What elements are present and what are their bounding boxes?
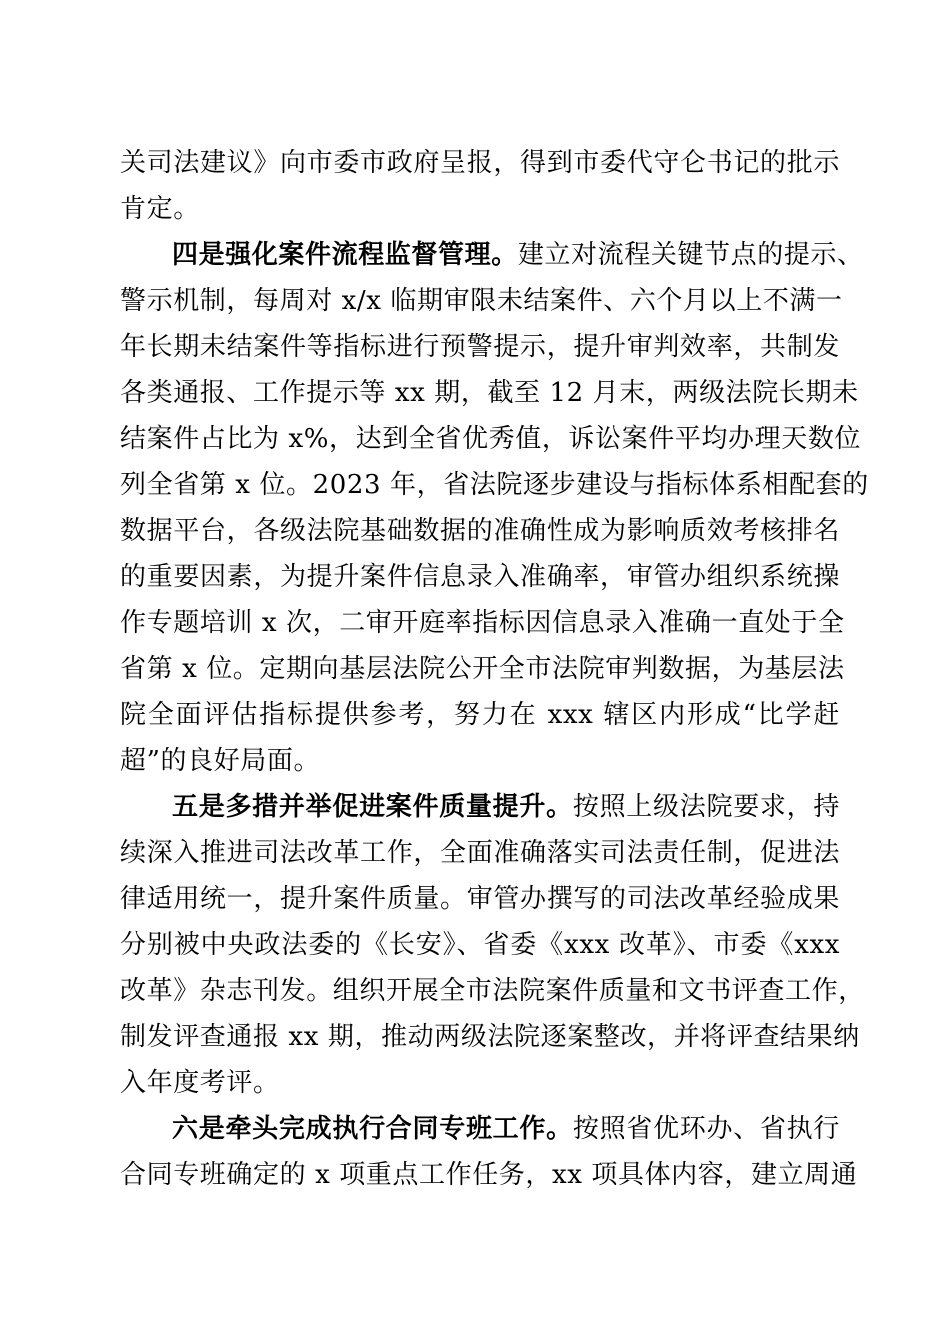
paragraph-2-line-4: 各类通报、工作提示等 xx 期，截至 12 月末，两级法院长期未 bbox=[120, 378, 859, 408]
paragraph-1-line-1: 关司法建议》向市委市政府呈报，得到市委代守仑书记的批示 bbox=[120, 148, 840, 178]
paragraph-3-line-1-text: 按照上级法院要求，持 bbox=[572, 792, 840, 822]
paragraph-2-lead: 四是强化案件流程监督管理。 bbox=[172, 240, 518, 270]
paragraph-2-line-7: 数据平台，各级法院基础数据的准确性成为影响质效考核排名 bbox=[120, 516, 840, 546]
paragraph-3-line-3: 律适用统一，提升案件质量。审管办撰写的司法改革经验成果 bbox=[120, 884, 840, 914]
paragraph-2-line-11: 院全面评估指标提供参考，努力在 xxx 辖区内形成“比学赶 bbox=[120, 700, 840, 730]
paragraph-2-line-6: 列全省第 x 位。2023 年，省法院逐步建设与指标体系相配套的 bbox=[120, 470, 869, 500]
paragraph-4-line-1-text: 按照省优环办、省执行 bbox=[572, 1114, 840, 1144]
paragraph-4-lead: 六是牵头完成执行合同专班工作。 bbox=[172, 1114, 573, 1144]
paragraph-2-line-12: 超”的良好局面。 bbox=[120, 746, 321, 776]
paragraph-4-line-2: 合同专班确定的 x 项重点工作任务，xx 项具体内容，建立周通 bbox=[120, 1160, 858, 1190]
paragraph-2-line-2: 警示机制，每周对 x/x 临期审限未结案件、六个月以上不满一 bbox=[120, 286, 843, 316]
paragraph-2-line-3: 年长期未结案件等指标进行预警提示，提升审判效率，共制发 bbox=[120, 332, 840, 362]
paragraph-3-line-6: 制发评查通报 xx 期，推动两级法院逐案整改，并将评查结果纳 bbox=[120, 1022, 860, 1052]
paragraph-2-line-8: 的重要因素，为提升案件信息录入准确率，审管办组织系统操 bbox=[120, 562, 840, 592]
paragraph-3-lead: 五是多措并举促进案件质量提升。 bbox=[172, 792, 573, 822]
paragraph-2-line-10: 省第 x 位。定期向基层法院公开全市法院审判数据，为基层法 bbox=[120, 654, 845, 684]
paragraph-3-line-5: 改革》杂志刊发。组织开展全市法院案件质量和文书评查工作， bbox=[120, 976, 865, 1006]
paragraph-3-line-4: 分别被中央政法委的《长安》、省委《xxx 改革》、市委《xxx bbox=[120, 930, 840, 960]
paragraph-3-line-1 bbox=[172, 784, 840, 830]
paragraph-2-line-1 bbox=[172, 232, 864, 278]
paragraph-2-line-1-text: 建立对流程关键节点的提示、 bbox=[517, 240, 864, 270]
paragraph-2-line-5: 结案件占比为 x%，达到全省优秀值，诉讼案件平均办理天数位 bbox=[120, 424, 862, 454]
paragraph-2-line-9: 作专题培训 x 次，二审开庭率指标因信息录入准确一直处于全 bbox=[120, 608, 845, 638]
paragraph-4-line-1 bbox=[172, 1106, 840, 1152]
paragraph-3-line-7: 入年度考评。 bbox=[120, 1068, 280, 1098]
paragraph-3-line-2: 续深入推进司法改革工作，全面准确落实司法责任制，促进法 bbox=[120, 838, 840, 868]
paragraph-1-line-2: 肯定。 bbox=[120, 194, 200, 224]
